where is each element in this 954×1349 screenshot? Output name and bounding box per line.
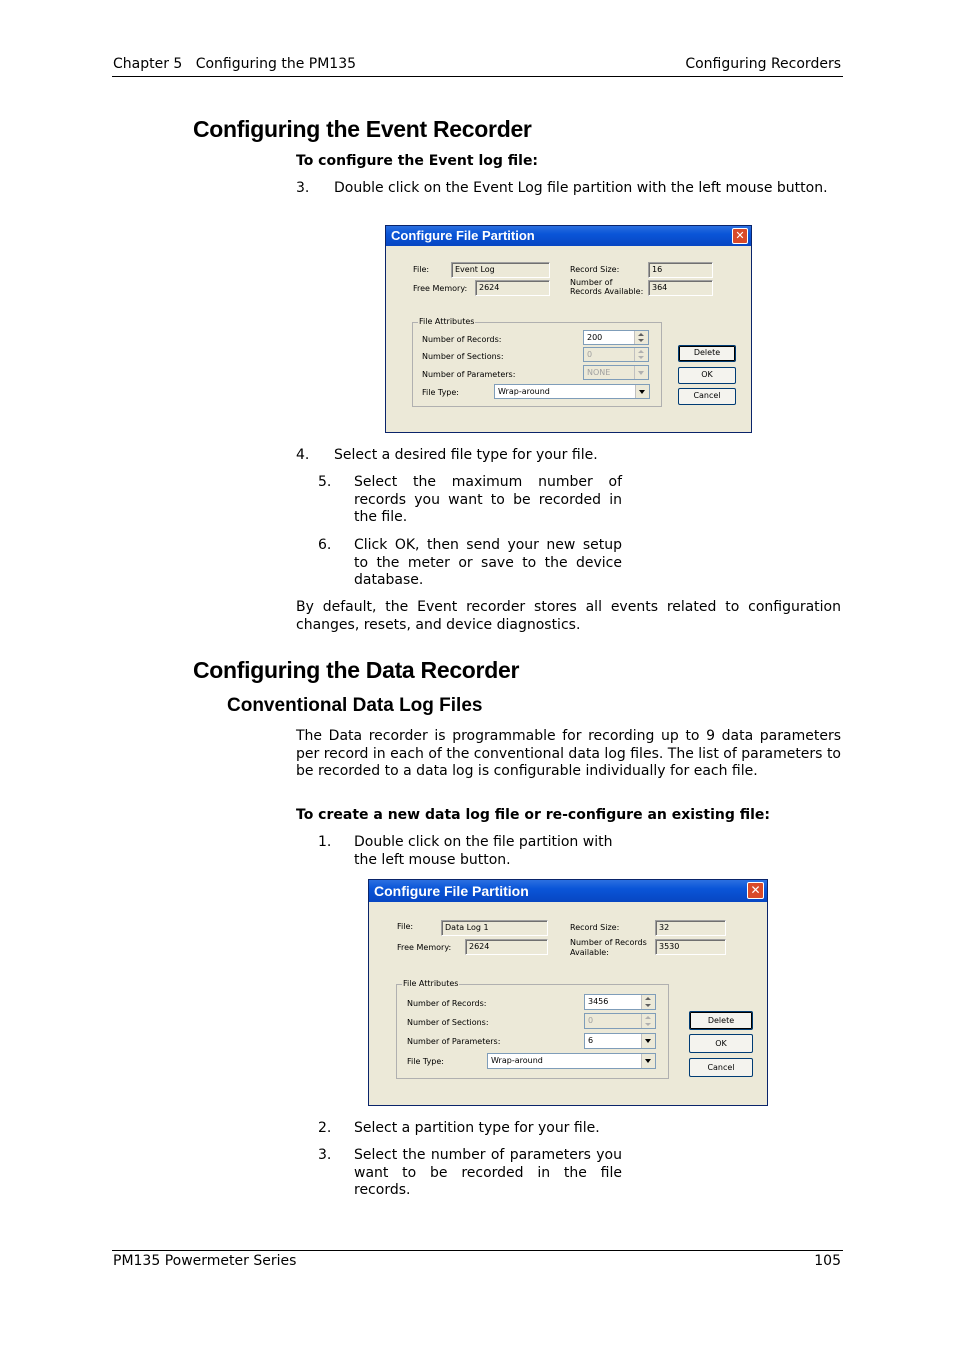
num-sections-stepper[interactable]	[583, 347, 649, 362]
delete-button[interactable]: Delete	[689, 1011, 753, 1030]
file-label: File:	[397, 922, 414, 931]
configure-file-partition-dialog-data	[368, 879, 768, 1106]
file-type-value: Wrap-around	[491, 1056, 543, 1065]
section-title-data-recorder: Configuring the Data Recorder	[193, 657, 520, 683]
num-params-value: NONE	[587, 368, 611, 377]
dialog-title: Configure File Partition	[391, 228, 535, 243]
num-records-label: Number of Records:	[407, 999, 487, 1008]
header-chapter	[113, 56, 356, 72]
step-text: Select a partition type for your file.	[354, 1120, 600, 1136]
cancel-button[interactable]: Cancel	[678, 388, 736, 405]
num-params-label: Number of Parameters:	[422, 370, 516, 379]
header-rule	[112, 76, 843, 77]
num-params-label: Number of Parameters:	[407, 1037, 501, 1046]
num-sections-label: Number of Sections:	[422, 352, 504, 361]
step-text: Select a desired file type for your file.	[334, 447, 598, 463]
delete-button[interactable]: Delete	[678, 345, 736, 362]
chapter-number: Chapter 5	[113, 56, 183, 72]
num-params-select[interactable]	[584, 1033, 656, 1049]
file-type-label: File Type:	[422, 388, 459, 397]
step-number: 5.	[318, 474, 332, 490]
step-number: 4.	[296, 447, 310, 463]
step-number: 1.	[318, 834, 332, 850]
record-size-field: 32	[655, 920, 726, 936]
step-data-3	[318, 1147, 623, 1201]
spinner-icon[interactable]	[641, 1014, 655, 1028]
records-available-field: 364	[648, 280, 713, 296]
free-memory-field: 2624	[465, 939, 548, 955]
footer-product: PM135 Powermeter Series	[113, 1253, 297, 1269]
step-text: Double click on the file partition with the left mouse button.	[354, 834, 613, 868]
subsection-title-conventional: Conventional Data Log Files	[227, 695, 483, 716]
cancel-button[interactable]: Cancel	[689, 1058, 753, 1077]
dialog-title: Configure File Partition	[374, 883, 529, 899]
dialog-title-bar	[386, 226, 751, 246]
num-records-label: Number of Records:	[422, 335, 502, 344]
step-number: 3.	[296, 180, 310, 196]
chevron-down-icon[interactable]	[641, 1034, 655, 1048]
num-records-stepper[interactable]	[583, 330, 649, 345]
section-title-event-recorder: Configuring the Event Recorder	[193, 116, 532, 142]
configure-file-partition-dialog-event	[385, 225, 752, 433]
step-text: Click OK, then send your new setup to the meter or save to the device database.	[354, 537, 622, 588]
records-available-label: Number of Records Available:	[570, 938, 647, 957]
step-data-2	[318, 1120, 623, 1138]
free-memory-label: Free Memory:	[413, 284, 468, 293]
chevron-down-icon[interactable]	[635, 385, 649, 398]
procedure-title-data: To create a new data log file or re-configure an existing file:	[296, 807, 771, 823]
file-field: Event Log	[451, 262, 550, 278]
file-type-select[interactable]	[494, 384, 650, 399]
chevron-down-icon[interactable]	[641, 1054, 655, 1068]
step-event-3	[296, 180, 841, 216]
records-available-label: Number of Records Available:	[570, 278, 644, 296]
records-available-field: 3530	[655, 939, 726, 955]
step-text: Select the maximum number of records you want to be recorded in the file.	[354, 474, 622, 525]
free-memory-label: Free Memory:	[397, 943, 452, 952]
num-sections-label: Number of Sections:	[407, 1018, 489, 1027]
num-records-value: 200	[587, 333, 603, 342]
step-number: 6.	[318, 537, 332, 553]
file-type-value: Wrap-around	[498, 387, 550, 396]
spinner-icon[interactable]	[641, 995, 655, 1009]
step-number: 3.	[318, 1147, 332, 1163]
file-type-label: File Type:	[407, 1057, 444, 1066]
step-event-6	[318, 537, 623, 591]
ok-button[interactable]: OK	[678, 367, 736, 384]
step-text: Select the number of parameters you want to be recorded in the file records.	[354, 1147, 622, 1198]
chapter-title: Configuring the PM135	[195, 56, 357, 72]
file-type-select[interactable]	[487, 1053, 656, 1069]
step-number: 2.	[318, 1120, 332, 1136]
step-text: Double click on the Event Log file partition with the left mouse button.	[334, 180, 828, 196]
step-event-4	[296, 447, 841, 465]
num-records-value: 3456	[588, 997, 609, 1006]
group-label: File Attributes	[403, 979, 459, 988]
group-label: File Attributes	[419, 317, 475, 326]
num-records-stepper[interactable]	[584, 994, 656, 1010]
spinner-icon[interactable]	[634, 348, 648, 361]
ok-button[interactable]: OK	[689, 1034, 753, 1053]
num-sections-value: 0	[588, 1016, 594, 1025]
step-event-5	[318, 474, 623, 528]
close-icon[interactable]: ✕	[747, 882, 764, 899]
chevron-down-icon[interactable]	[634, 366, 648, 379]
spinner-icon[interactable]	[634, 331, 648, 344]
close-icon[interactable]: ✕	[732, 228, 748, 244]
header-section: Configuring Recorders	[685, 56, 841, 72]
num-params-select[interactable]	[583, 365, 649, 380]
procedure-title-event: To configure the Event log file:	[296, 153, 539, 169]
dialog-title-bar	[369, 880, 767, 902]
paragraph-data-recorder: The Data recorder is programmable for recording up to 9 data parameters per record in each of the conventional data log files. The list of parameters to be recorded to a data log is configurable individually for each file.	[296, 728, 841, 779]
record-size-label: Record Size:	[570, 265, 620, 274]
num-sections-value: 0	[587, 350, 593, 359]
record-size-label: Record Size:	[570, 923, 620, 932]
free-memory-field: 2624	[475, 280, 550, 296]
page-number: 105	[814, 1253, 841, 1269]
file-field: Data Log 1	[441, 920, 548, 936]
step-data-1	[318, 834, 623, 870]
footer-rule	[112, 1250, 843, 1251]
num-params-value: 6	[588, 1036, 594, 1045]
record-size-field: 16	[648, 262, 713, 278]
num-sections-stepper[interactable]	[584, 1013, 656, 1029]
paragraph-event-default: By default, the Event recorder stores all events related to configuration changes, resets, and device diagnostics.	[296, 599, 841, 633]
file-label: File:	[413, 265, 430, 274]
